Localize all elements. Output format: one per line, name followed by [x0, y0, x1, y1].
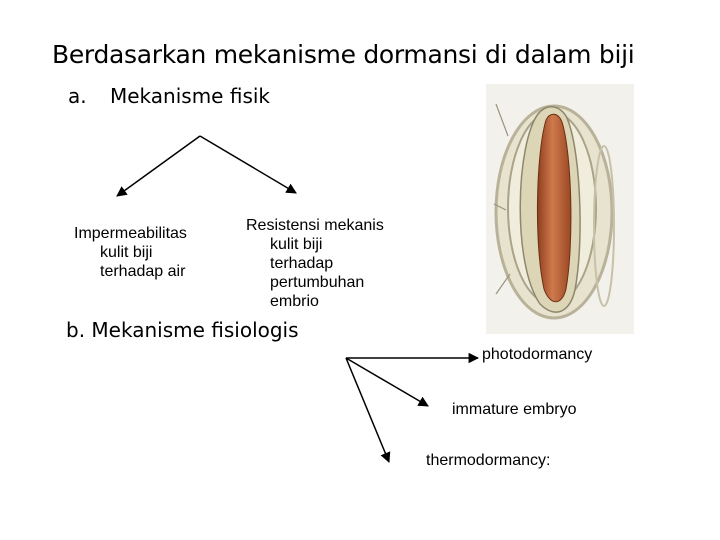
label-resistance-line5: embrio — [270, 293, 319, 310]
label-impermeability-line1: Impermeabilitas — [74, 225, 187, 242]
label-immature-embryo: immature embryo — [452, 401, 577, 418]
label-resistance-line3: terhadap — [270, 255, 334, 272]
section-a-marker: a. — [68, 84, 87, 108]
section-a-label: Mekanisme fisik — [110, 84, 270, 108]
label-resistance-line4: pertumbuhan — [270, 274, 365, 291]
slide-title: Berdasarkan mekanisme dormansi di dalam biji — [52, 40, 635, 69]
label-resistance-line1: Resistensi mekanis — [246, 217, 384, 234]
label-photodormancy: photodormancy — [482, 346, 593, 363]
arrow-physical-left — [117, 136, 200, 196]
label-thermodormancy: thermodormancy: — [426, 452, 551, 469]
label-impermeability — [74, 224, 187, 281]
label-impermeability-line3: terhadap air — [100, 263, 186, 280]
seed-drawing — [486, 84, 634, 334]
arrow-physical-right — [200, 136, 296, 193]
seed-illustration — [486, 84, 634, 334]
label-mechanical-resistance — [246, 216, 384, 311]
label-impermeability-line2: kulit biji — [100, 244, 153, 261]
arrow-immature-embryo — [346, 358, 428, 406]
section-b-heading: b. Mekanisme fisiologis — [66, 318, 299, 342]
arrow-thermodormancy — [346, 358, 389, 462]
label-resistance-line2: kulit biji — [270, 236, 323, 253]
